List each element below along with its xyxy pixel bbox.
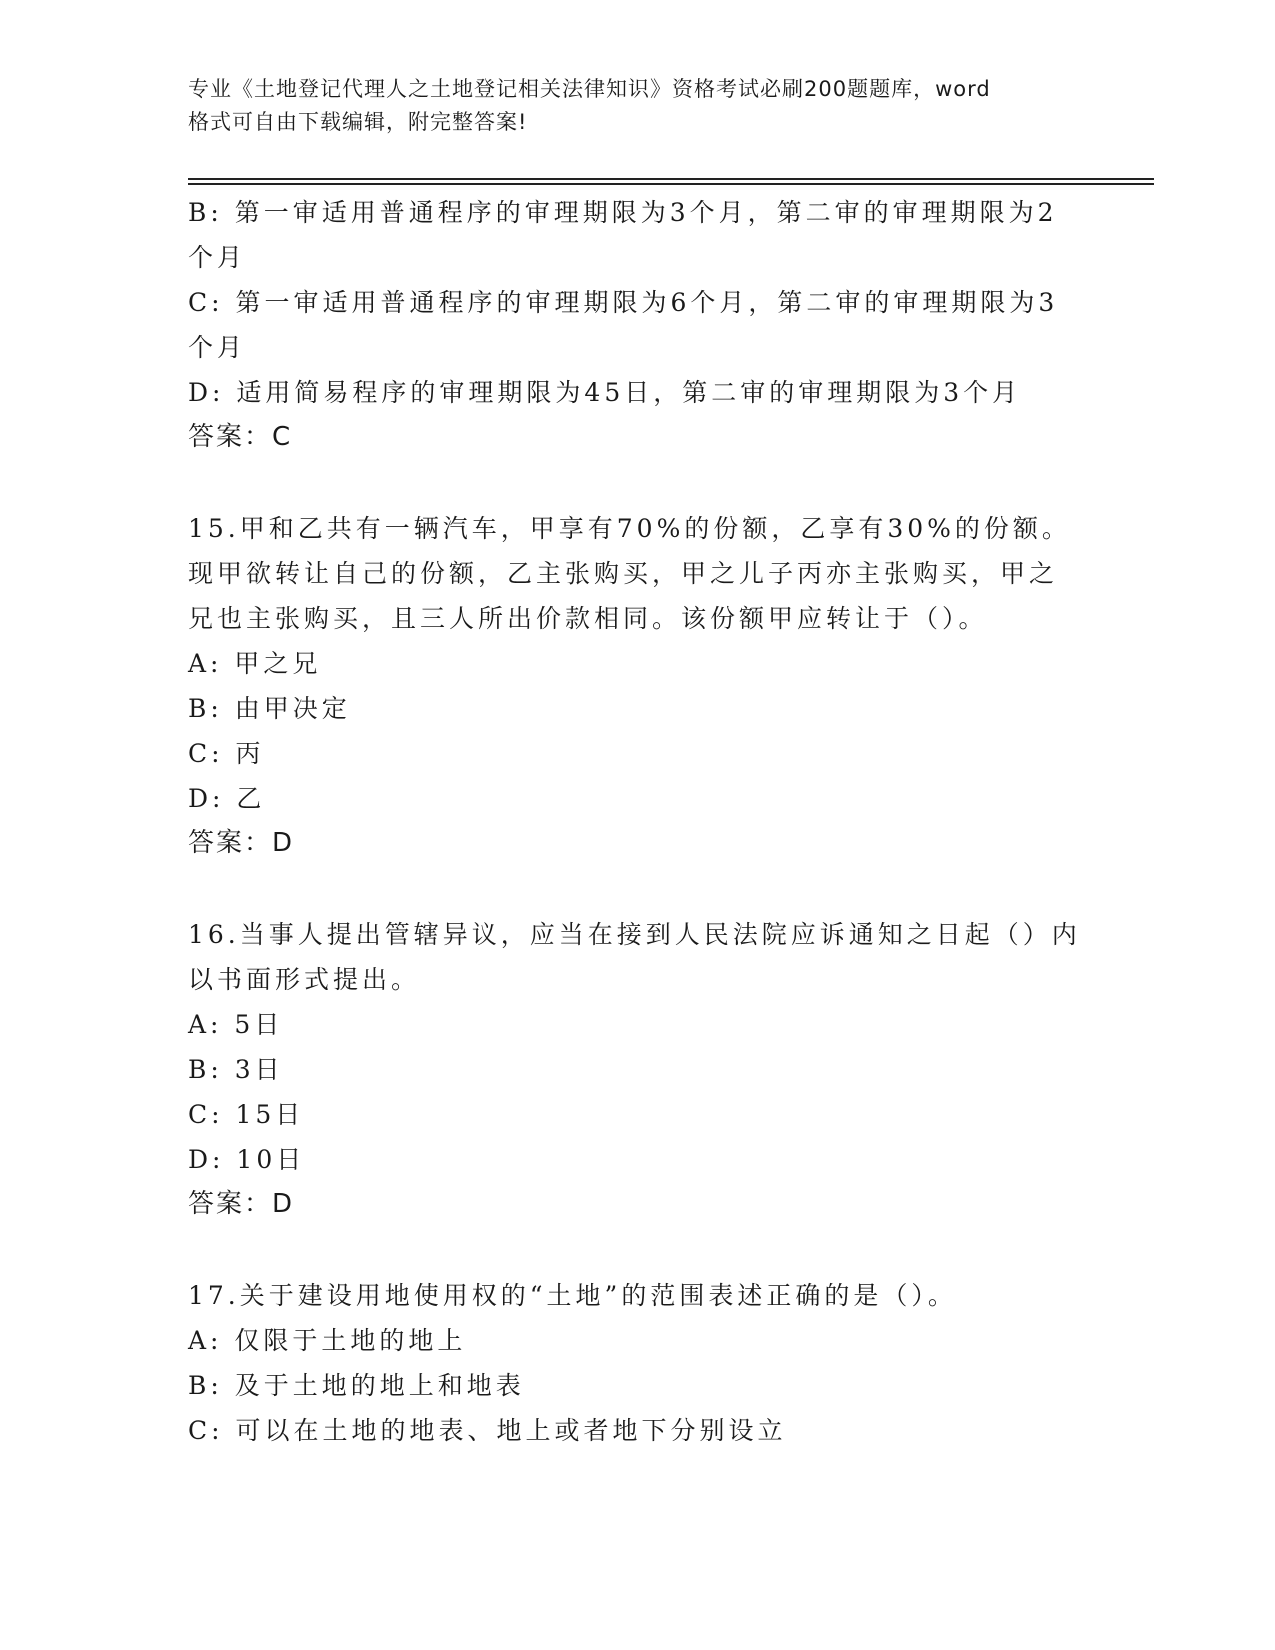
question-16-block [188, 912, 1088, 1227]
question-content [188, 190, 1088, 1453]
q15-answer: 答案：D [188, 828, 295, 858]
q16-stem-line-1: 16.当事人提出管辖异议，应当在接到人民法院应诉通知之日起（）内 [188, 920, 1081, 949]
question-15-block [188, 506, 1088, 866]
q16-option-a: A: 5日 [188, 1010, 284, 1039]
q14-option-c-line-1: C: 第一审适用普通程序的审理期限为6个月，第二审的审理期限为3 [188, 288, 1059, 317]
q15-stem-line-2: 现甲欲转让自己的份额，乙主张购买，甲之儿子丙亦主张购买，甲之 [188, 559, 1059, 588]
q15-option-b: B: 由甲决定 [188, 694, 351, 723]
header-divider-top [188, 178, 1154, 180]
header-title-line-2: 格式可自由下载编辑，附完整答案! [188, 110, 528, 134]
q14-option-b-line-2: 个月 [188, 243, 247, 272]
question-gap [188, 866, 1088, 912]
q16-option-c: C: 15日 [188, 1100, 305, 1129]
q15-stem-line-3: 兄也主张购买，且三人所出价款相同。该份额甲应转让于（）。 [188, 604, 988, 633]
q16-stem-line-2: 以书面形式提出。 [188, 965, 421, 994]
q15-option-a: A: 甲之兄 [188, 649, 322, 678]
question-gap [188, 1227, 1088, 1273]
q17-option-a: A: 仅限于土地的地上 [188, 1326, 467, 1355]
q14-answer: 答案：C [188, 422, 293, 452]
q17-option-c: C: 可以在土地的地表、地上或者地下分别设立 [188, 1416, 787, 1445]
question-14-block [188, 190, 1088, 460]
q14-option-c-line-2: 个月 [188, 333, 247, 362]
q15-option-d: D: 乙 [188, 784, 266, 813]
q15-stem-line-1: 15.甲和乙共有一辆汽车，甲享有70%的份额，乙享有30%的份额。 [188, 514, 1071, 543]
q16-option-d: D: 10日 [188, 1145, 306, 1174]
header-title-line-1: 专业《土地登记代理人之土地登记相关法律知识》资格考试必刷200题题库，word [188, 77, 991, 101]
q14-option-b-line-1: B: 第一审适用普通程序的审理期限为3个月，第二审的审理期限为2 [188, 198, 1058, 227]
q17-option-b: B: 及于土地的地上和地表 [188, 1371, 525, 1400]
question-gap [188, 460, 1088, 506]
q16-answer: 答案：D [188, 1189, 295, 1219]
document-header [188, 73, 1088, 139]
q14-option-d: D: 适用简易程序的审理期限为45日，第二审的审理期限为3个月 [188, 378, 1022, 407]
header-divider-bottom [188, 183, 1154, 185]
q15-option-c: C: 丙 [188, 739, 265, 768]
q16-option-b: B: 3日 [188, 1055, 284, 1084]
q17-stem-line-1: 17.关于建设用地使用权的“土地”的范围表述正确的是（）。 [188, 1281, 957, 1310]
question-17-block [188, 1273, 1088, 1453]
